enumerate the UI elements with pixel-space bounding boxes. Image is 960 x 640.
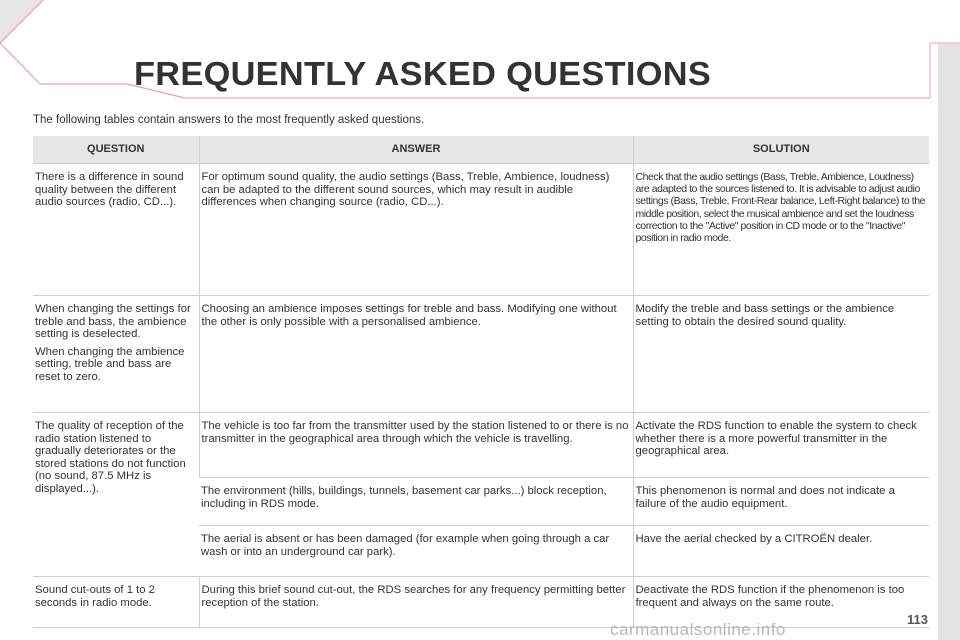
question-cell bbox=[33, 296, 199, 413]
solution-cell: Check that the audio settings (Bass, Treble, Ambience, Loudness) are adapted to the sources listened to. It is advisable to adjust audio settings (Bass, Treble, Front-Rear balance, Left-Right balance) to the middle position, select the musical ambience and set the loudness correction to the "Active" position in CD mode or to the "Inactive" position in radio mode. bbox=[633, 164, 929, 296]
answer-cell: The environment (hills, buildings, tunnels, basement car parks...) block reception, including in RDS mode. bbox=[199, 478, 633, 526]
table-row bbox=[33, 164, 929, 296]
question-cell bbox=[33, 164, 199, 296]
answer-cell: During this brief sound cut-out, the RDS searches for any frequency permitting better reception of the station. bbox=[199, 577, 633, 628]
column-header-solution: SOLUTION bbox=[633, 136, 929, 164]
answer-cell: Choosing an ambience imposes settings for treble and bass. Modifying one without the other is only possible with a personalised ambience. bbox=[199, 296, 633, 413]
solution-cell: This phenomenon is normal and does not indicate a failure of the audio equipment. bbox=[633, 478, 929, 526]
answer-cell: The vehicle is too far from the transmitter used by the station listened to or there is no transmitter in the geographical area through which the vehicle is travelling. bbox=[199, 413, 633, 478]
question-text: There is a difference in sound quality between the different audio sources (radio, CD...). bbox=[35, 171, 184, 209]
solution-cell: Modify the treble and bass settings or the ambience setting to obtain the desired sound quality. bbox=[633, 296, 929, 413]
answer-cell: The aerial is absent or has been damaged (for example when going through a car wash or into an underground car park). bbox=[199, 526, 633, 577]
watermark: carmanualsonline.info bbox=[610, 620, 786, 639]
question-text: When changing the ambience setting, treble and bass are reset to zero. bbox=[35, 345, 185, 383]
right-margin-strip bbox=[938, 44, 960, 640]
table-header-row bbox=[33, 136, 929, 164]
page-title: FREQUENTLY ASKED QUESTIONS bbox=[134, 55, 712, 92]
faq-table bbox=[33, 136, 929, 628]
question-text: The quality of reception of the radio station listened to gradually deteriorates or the stored stations do not function (no sound, 87.5 MHz is displayed...). bbox=[35, 420, 186, 495]
page-number: 113 bbox=[907, 612, 928, 627]
intro-text: The following tables contain answers to the most frequently asked questions. bbox=[33, 114, 425, 126]
table-row bbox=[33, 296, 929, 413]
question-text: Sound cut-outs of 1 to 2 seconds in radio mode. bbox=[35, 584, 155, 609]
question-cell bbox=[33, 577, 199, 628]
column-header-answer: ANSWER bbox=[199, 136, 633, 164]
solution-cell: Have the aerial checked by a CITROËN dealer. bbox=[633, 526, 929, 577]
answer-cell: For optimum sound quality, the audio settings (Bass, Treble, Ambience, loudness) can be adapted to the different sound sources, which may result in audible differences when changing source (radio, CD...). bbox=[199, 164, 633, 296]
table-row bbox=[33, 413, 929, 478]
question-cell bbox=[33, 413, 199, 577]
column-header-question: QUESTION bbox=[33, 136, 199, 164]
table-row bbox=[33, 577, 929, 628]
solution-cell: Activate the RDS function to enable the system to check whether there is a more powerful transmitter in the geographical area. bbox=[633, 413, 929, 478]
question-text: When changing the settings for treble and bass, the ambience setting is deselected. bbox=[35, 303, 191, 341]
solution-cell: Deactivate the RDS function if the phenomenon is too frequent and always on the same route. bbox=[633, 577, 929, 628]
